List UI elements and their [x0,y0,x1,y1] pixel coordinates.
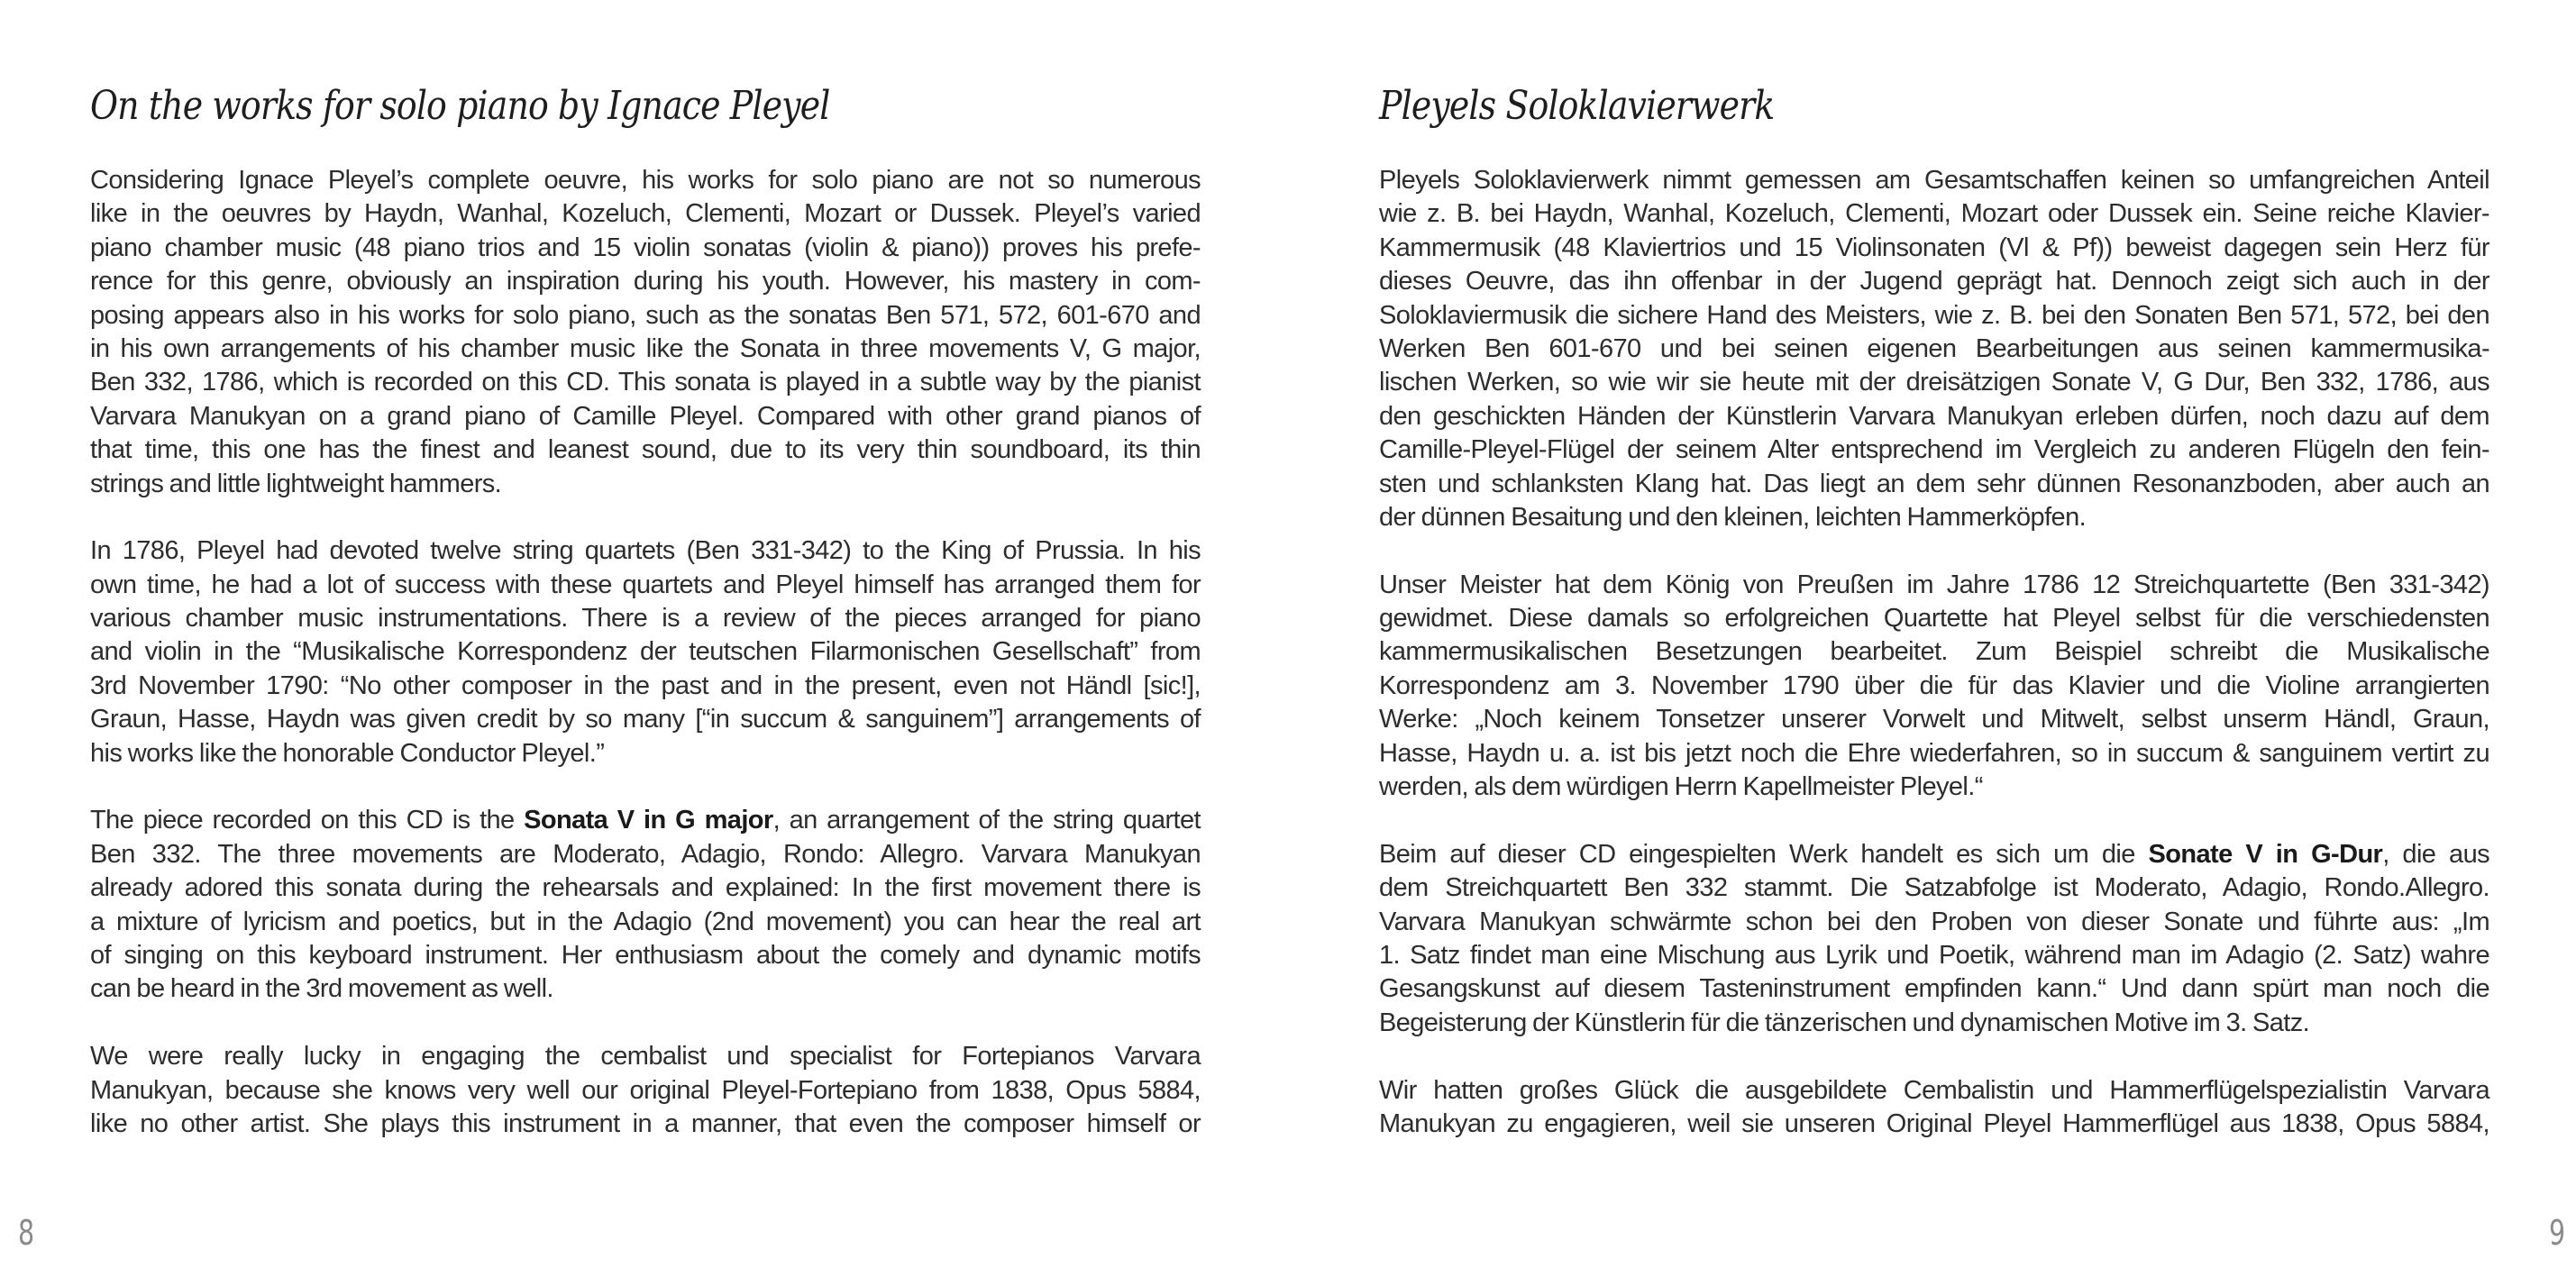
text-line: Werken Ben 601-670 und bei seinen eigenen Bearbeitungen aus seinen kammermusika- [1379,333,2489,363]
text-line: a mixture of lyricism and poetics, but in the Adagio (2nd movement) you can hear the real art [90,907,1201,936]
text-line: Manukyan, because she knows very well our original Pleyel-Fortepiano from 1838, Opus 5884, [90,1075,1201,1105]
text-run: , die aus [2382,839,2489,869]
text-line: own time, he had a lot of success with these quartets and Pleyel himself has arranged them for [90,570,1201,599]
paragraph [90,534,1201,771]
text-line: of singing on this keyboard instrument. Her enthusiasm about the comely and dynamic motifs [90,940,1201,970]
page-number-left: 8 [18,1213,35,1253]
text-line: Soloklaviermusik die sichere Hand des Meisters, wie z. B. bei den Sonaten Ben 571, 572, bei den [1379,300,2489,330]
text-line: In 1786, Pleyel had devoted twelve string quartets (Ben 331-342) to the King of Prussia. In his [90,536,1201,566]
text-line: dem Streichquartett Ben 332 stammt. Die Satzabfolge ist Moderato, Adagio, Rondo.Allegro. [1379,873,2489,903]
text-line: Ben 332, 1786, which is recorded on this CD. This sonata is played in a subtle way by the pianist [90,368,1201,397]
paragraph [1379,1074,2489,1142]
text-line: strings and little lightweight hammers. [90,469,502,498]
text-line: that time, this one has the finest and leanest sound, due to its very thin soundboard, its thin [90,435,1201,465]
text-line: Werke: „Noch keinem Tonsetzer unserer Vorwelt und Mitwelt, selbst unserm Händl, Graun, [1379,705,2489,734]
text-line: and violin in the “Musikalische Korrespondenz der teutschen Filarmonischen Gesellschaft” from [90,637,1201,667]
text-line: den geschickten Händen der Künstlerin Varvara Manukyan erleben dürfen, noch dazu auf dem [1379,401,2489,431]
text-line: Unser Meister hat dem König von Preußen im Jahre 1786 12 Streichquartette (Ben 331-342) [1379,570,2489,599]
text-run: The piece recorded on this CD is the [90,806,525,835]
text-line: can be heard in the 3rd movement as well. [90,974,553,1004]
text-line: lischen Werken, so wie wir sie heute mit der dreisätzigen Sonate V, G Dur, Ben 332, 1786, aus [1379,368,2489,397]
text-line: Korrespondenz am 3. November 1790 über die für das Klavier und die Violine arrangierten [1379,670,2489,700]
text-line: Graun, Hasse, Haydn was given credit by so many [“in succum & sanguinem”] arrangements of [90,705,1201,734]
text-run: , an arrangement of the string quartet [772,806,1201,835]
text-line: We were really lucky in engaging the cembalist und specialist for Fortepianos Varvara [90,1042,1201,1072]
text-line: Varvara Manukyan schwärmte schon bei den Proben von dieser Sonate und führte aus: „Im [1379,907,2489,936]
text-line: der dünnen Besaitung und den kleinen, leichten Hammerköpfen. [1379,502,2087,532]
text-line: piano chamber music (48 piano trios and 15 violin sonatas (violin & piano)) proves his prefe- [90,233,1201,262]
text-line: Wir hatten großes Glück die ausgebildete Cembalistin und Hammerflügelspezialistin Varvara [1379,1075,2489,1105]
text-line: sten und schlanksten Klang hat. Das liegt an dem sehr dünnen Resonanzboden, aber auch an [1379,469,2489,498]
text-line: kammermusikalischen Besetzungen bearbeitet. Zum Beispiel schreibt die Musikalische [1379,637,2489,667]
text-line: already adored this sonata during the rehearsals and explained: In the first movement there is [90,873,1201,903]
right-page [1288,0,2576,1277]
text-line: werden, als dem würdigen Herrn Kapellmeister Pleyel.“ [1379,772,1983,802]
text-line: Varvara Manukyan on a grand piano of Camille Pleyel. Compared with other grand pianos of [90,401,1201,431]
page-number-right: 9 [2548,1213,2565,1253]
text-line: his works like the honorable Conductor Pleyel.” [90,738,605,768]
text-line: various chamber music instrumentations. There is a review of the pieces arranged for piano [90,604,1201,634]
paragraph [90,164,1201,501]
text-line: like no other artist. She plays this instrument in a manner, that even the composer himself or [90,1108,1201,1138]
text-line: 3rd November 1790: “No other composer in the past and in the present, even not Händl [sic!], [90,670,1201,700]
right-page-title: Pleyels Soloklavierwerk [1379,83,1775,129]
text-line: Camille-Pleyel-Flügel der seinem Alter entsprechend im Vergleich zu anderen Flügeln den fein- [1379,435,2489,465]
text-line: Considering Ignace Pleyel’s complete oeuvre, his works for solo piano are not so numerous [90,166,1201,195]
text-line: like in the oeuvres by Haydn, Wanhal, Kozeluch, Clementi, Mozart or Dussek. Pleyel’s varied [90,199,1201,229]
text-run: Beim auf dieser CD eingespielten Werk handelt es sich um die [1379,839,2149,869]
text-line: Pleyels Soloklavierwerk nimmt gemessen am Gesamtschaffen keinen so umfangreichen Anteil [1379,166,2489,195]
paragraph [1379,164,2489,534]
text-line [1379,838,2489,871]
text-line: 1. Satz findet man eine Mischung aus Lyrik und Poetik, während man im Adagio (2. Satz) wahre [1379,940,2489,970]
text-line: dieses Oeuvre, das ihn offenbar in der Jugend geprägt hat. Dennoch zeigt sich auch in der [1379,267,2489,296]
paragraph [1379,838,2489,1040]
text-line [90,804,1201,837]
text-line: rence for this genre, obviously an inspiration during his youth. However, his mastery in com- [90,267,1201,296]
left-page-body [90,164,1201,1175]
work-title-emphasis: Sonate V in G-Dur [2148,839,2383,869]
left-page-title: On the works for solo piano by Ignace Pleyel [90,83,830,129]
text-line: wie z. B. bei Haydn, Wanhal, Kozeluch, Clementi, Mozart oder Dussek ein. Seine reiche Klavier- [1379,199,2489,229]
paragraph [1379,569,2489,805]
text-line: Gesangskunst auf diesem Tasteninstrument empfinden kann.“ Und dann spürt man noch die [1379,974,2489,1004]
text-line: Ben 332. The three movements are Moderato, Adagio, Rondo: Allegro. Varvara Manukyan [90,839,1201,869]
text-line: Begeisterung der Künstlerin für die tänzerischen und dynamischen Motive im 3. Satz. [1379,1008,2310,1037]
text-line: Kammermusik (48 Klaviertrios und 15 Violinsonaten (Vl & Pf)) beweist dagegen sein Herz für [1379,233,2489,262]
work-title-emphasis: Sonata V in G major [524,806,773,835]
text-line: Manukyan zu engagieren, weil sie unseren Original Pleyel Hammerflügel aus 1838, Opus 5884, [1379,1108,2489,1138]
text-line: in his own arrangements of his chamber music like the Sonata in three movements V, G major, [90,333,1201,363]
text-line: Hasse, Haydn u. a. ist bis jetzt noch die Ehre wiederfahren, so in succum & sanguinem vertirt zu [1379,738,2489,768]
text-line: gewidmet. Diese damals so erfolgreichen Quartette hat Pleyel selbst für die verschiedensten [1379,604,2489,634]
text-line: posing appears also in his works for solo piano, such as the sonatas Ben 571, 572, 601-670 and [90,300,1201,330]
right-page-body [1379,164,2489,1175]
paragraph [90,804,1201,1006]
paragraph [90,1040,1201,1141]
